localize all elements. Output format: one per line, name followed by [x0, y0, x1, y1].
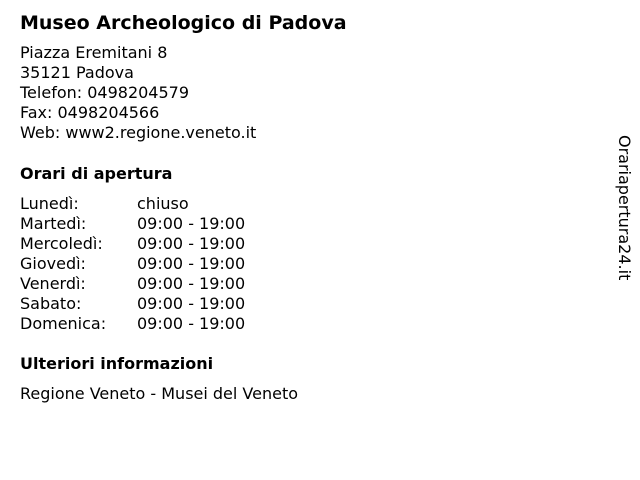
hours-day: Venerdì:	[20, 274, 86, 293]
hours-time: 09:00 - 19:00	[137, 214, 246, 233]
hours-time: 09:00 - 19:00	[137, 274, 246, 293]
phone-number: Telefon: 0498204579	[20, 83, 190, 102]
hours-row	[20, 214, 320, 234]
hours-day: Mercoledì:	[20, 234, 103, 253]
hours-day: Giovedì:	[20, 254, 86, 273]
hours-time: 09:00 - 19:00	[137, 294, 246, 313]
site-watermark	[614, 135, 634, 315]
opening-hours-heading: Orari di apertura	[20, 164, 173, 183]
hours-time: 09:00 - 19:00	[137, 234, 246, 253]
further-info-heading: Ulteriori informazioni	[20, 354, 214, 373]
hours-row	[20, 314, 320, 334]
hours-time: 09:00 - 19:00	[137, 314, 246, 333]
website: Web: www2.regione.veneto.it	[20, 123, 257, 142]
street-address: Piazza Eremitani 8	[20, 43, 168, 62]
hours-row	[20, 254, 320, 274]
address-block	[20, 43, 256, 143]
hours-row	[20, 194, 320, 214]
hours-day: Sabato:	[20, 294, 82, 313]
page-title: Museo Archeologico di Padova	[20, 12, 347, 34]
fax-number: Fax: 0498204566	[20, 103, 160, 122]
hours-day: Martedì:	[20, 214, 87, 233]
city-address: 35121 Padova	[20, 63, 134, 82]
further-info-text: Regione Veneto - Musei del Veneto	[20, 384, 299, 403]
hours-time: 09:00 - 19:00	[137, 254, 246, 273]
hours-row	[20, 234, 320, 254]
hours-row	[20, 274, 320, 294]
hours-day: Lunedì:	[20, 194, 79, 213]
watermark-text: Orariapertura24.it	[615, 135, 634, 281]
hours-time: chiuso	[137, 194, 189, 213]
hours-day: Domenica:	[20, 314, 107, 333]
hours-row	[20, 294, 320, 314]
opening-hours-table	[20, 194, 320, 334]
